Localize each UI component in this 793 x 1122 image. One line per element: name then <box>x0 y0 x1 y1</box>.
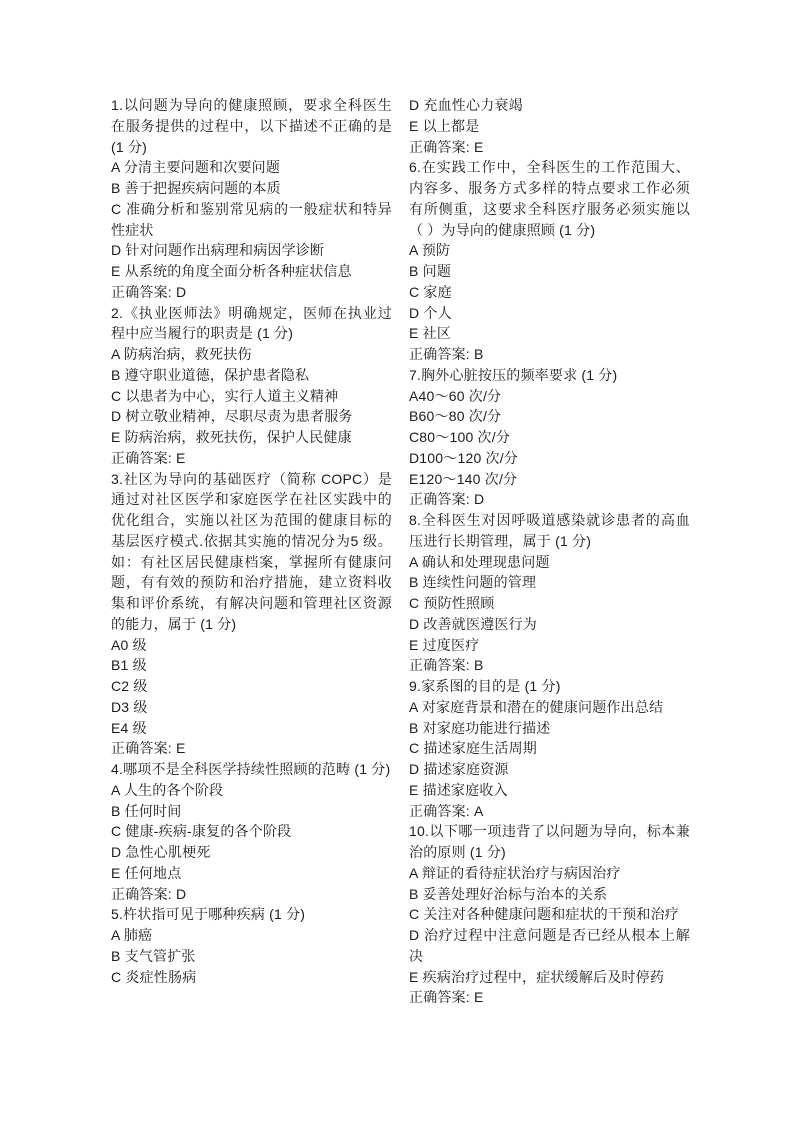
question-stem: 1.以问题为导向的健康照顾，要求全科医生在服务提供的过程中，以下描述不正确的是 (1 分) <box>111 97 392 155</box>
question-stem: 9.家系图的目的是 (1 分) <box>409 678 561 694</box>
option-line: D 急性心肌梗死 <box>111 844 211 860</box>
option-line: A 对家庭背景和潜在的健康问题作出总结 <box>409 698 664 715</box>
option-line: C 以患者为中心，实行人道主义精神 <box>111 387 339 404</box>
option-line: C2 级 <box>111 678 148 694</box>
answer-line: 正确答案: A <box>409 802 484 819</box>
option-line: E 社区 <box>409 325 452 342</box>
option-line: A40～60 次/分 <box>409 387 502 404</box>
answer-line: 正确答案: E <box>111 449 186 466</box>
option-line: B 任何时间 <box>111 802 182 819</box>
option-line: E4 级 <box>111 719 147 736</box>
option-line: B 问题 <box>409 263 452 279</box>
option-line: C80～100 次/分 <box>409 429 511 445</box>
option-line: A 肺癌 <box>111 927 153 943</box>
option-line: C 关注对各种健康问题和症状的干预和治疗 <box>409 906 679 923</box>
option-line: A0 级 <box>111 636 147 653</box>
option-line: E 过度医疗 <box>409 636 480 653</box>
option-line: B1 级 <box>111 657 147 674</box>
option-line: E120～140 次/分 <box>409 470 518 487</box>
option-line: E 以上都是 <box>409 117 480 134</box>
option-line: C 描述家庭生活周期 <box>409 740 537 757</box>
option-line: E 疾病治疗过程中，症状缓解后及时停药 <box>409 968 665 985</box>
option-line: A 辩证的看待症状治疗与病因治疗 <box>409 864 621 881</box>
option-line: D 充血性心力衰竭 <box>409 97 523 113</box>
question-stem: 3.社区为导向的基础医疗（简称 COPC）是通过对社区医学和家庭医学在社区实践中的优化组合，实施以社区为范围的健康目标的基层医疗模式.依据其实施的情况分为5 级。如：有社区居民健康档案，掌握所有健康问题，有有效的预防和治疗措施，建立资料收集和评价系统，有解决问题和管理社区资源的能力，属于 (1 分) <box>111 470 392 632</box>
question-stem: 4.哪项不是全科医学持续性照顾的范畴 (1 分) <box>111 761 391 777</box>
option-line: C 预防性照顾 <box>409 595 495 611</box>
answer-line: 正确答案: D <box>111 885 187 902</box>
option-line: C 家庭 <box>409 283 452 300</box>
option-line: B60～80 次/分 <box>409 408 502 425</box>
answer-line: 正确答案: B <box>409 657 484 674</box>
question-stem: 2.《执业医师法》明确规定，医师在执业过程中应当履行的职责是 (1 分) <box>111 304 392 342</box>
option-line: E 任何地点 <box>111 864 182 881</box>
answer-line: 正确答案: B <box>409 346 484 362</box>
answer-line: 正确答案: E <box>409 989 484 1006</box>
option-line: C 健康-疾病-康复的各个阶段 <box>111 823 292 840</box>
option-line: D100～120 次/分 <box>409 449 519 466</box>
option-line: D 改善就医遵医行为 <box>409 615 537 632</box>
option-line: A 分清主要问题和次要问题 <box>111 159 281 176</box>
option-line: A 防病治病，救死扶伤 <box>111 346 252 362</box>
option-line: A 确认和处理现患问题 <box>409 553 550 570</box>
option-line: D 描述家庭资源 <box>409 761 509 777</box>
answer-line: 正确答案: E <box>111 740 186 757</box>
answer-line: 正确答案: D <box>111 283 187 300</box>
answer-line: 正确答案: D <box>409 491 485 508</box>
option-line: B 对家庭功能进行描述 <box>409 719 551 736</box>
option-line: B 妥善处理好治标与治本的关系 <box>409 885 608 902</box>
question-stem: 10.以下哪一项违背了以问题为导向，标本兼治的原则 (1 分) <box>409 823 690 860</box>
question-stem: 6.在实践工作中，全科医生的工作范围大、内容多、服务方式多样的特点要求工作必须有所侧重，这要求全科医疗服务必须实施以（ ）为导向的健康照顾 (1 分) <box>409 159 690 238</box>
option-line: D 治疗过程中注意问题是否已经从根本上解决 <box>409 927 690 964</box>
question-sheet <box>111 95 690 1008</box>
column-right <box>409 95 690 1008</box>
question-stem: 8.全科医生对因呼吸道感染就诊患者的高血压进行长期管理，属于 (1 分) <box>409 512 690 549</box>
option-line: B 善于把握疾病问题的本质 <box>111 180 281 196</box>
option-line: C 准确分析和鉴别常见病的一般症状和特异性症状 <box>111 200 392 238</box>
option-line: D 个人 <box>409 304 452 321</box>
option-line: B 支气管扩张 <box>111 947 196 964</box>
option-line: B 连续性问题的管理 <box>409 574 537 591</box>
question-stem: 5.杵状指可见于哪种疾病 (1 分) <box>111 906 306 923</box>
option-line: A 预防 <box>409 242 451 259</box>
option-line: E 描述家庭收入 <box>409 781 508 798</box>
option-line: C 炎症性肠病 <box>111 968 197 985</box>
option-line: D3 级 <box>111 698 148 715</box>
option-line: A 人生的各个阶段 <box>111 781 224 798</box>
option-line: B 遵守职业道德，保护患者隐私 <box>111 366 310 383</box>
question-stem: 7.胸外心脏按压的频率要求 (1 分) <box>409 366 618 383</box>
column-left <box>111 95 392 1008</box>
option-line: D 树立敬业精神，尽职尽责为患者服务 <box>111 408 353 425</box>
option-line: E 从系统的角度全面分析各种症状信息 <box>111 263 352 279</box>
option-line: E 防病治病，救死扶伤，保护人民健康 <box>111 429 352 445</box>
answer-line: 正确答案: E <box>409 138 484 155</box>
option-line: D 针对问题作出病理和病因学诊断 <box>111 242 325 259</box>
